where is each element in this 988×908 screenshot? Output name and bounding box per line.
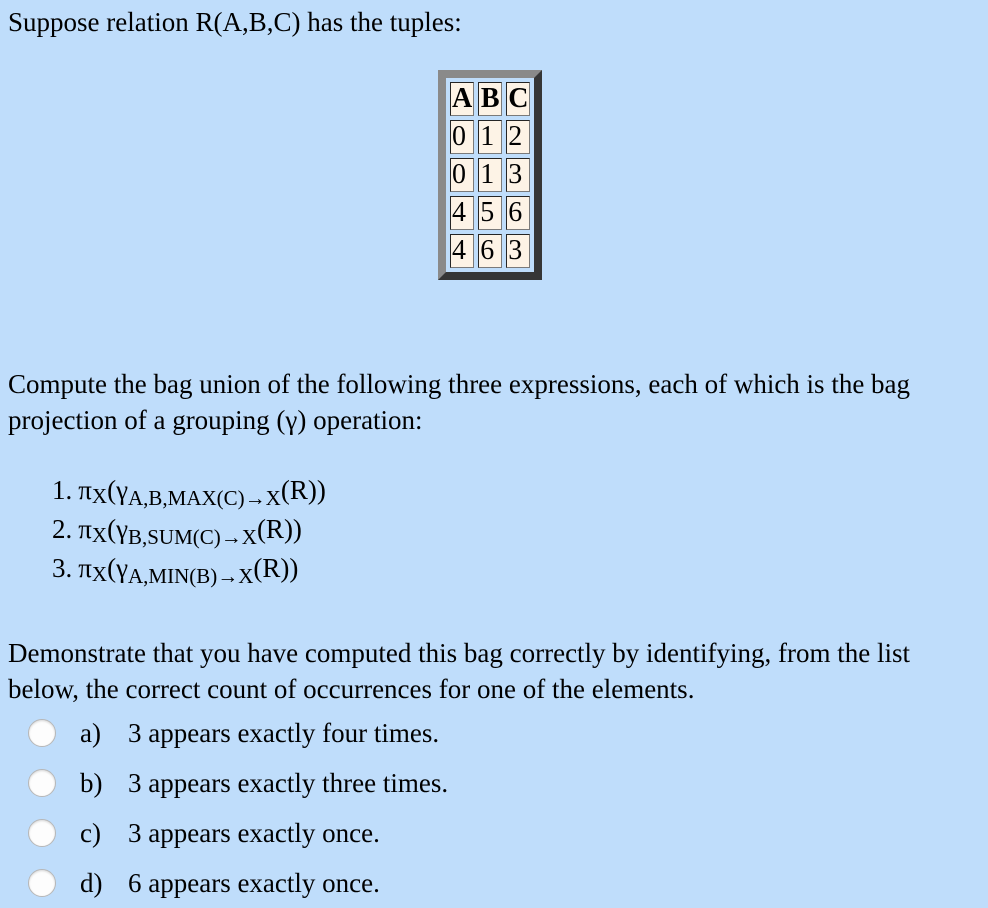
relation-argument: (R)) — [253, 553, 299, 583]
gamma-symbol: γ — [116, 475, 128, 505]
table-cell: 0 — [450, 158, 474, 192]
expression-item — [52, 472, 326, 511]
gamma-subscript: A,B,MAX(C)→X — [128, 486, 281, 510]
option-b[interactable] — [28, 758, 448, 808]
table-header-row — [450, 82, 530, 116]
gamma-symbol: γ — [116, 514, 128, 544]
open-paren: ( — [107, 514, 117, 544]
table-row — [450, 158, 530, 192]
option-text: 3 appears exactly three times. — [128, 767, 449, 798]
relation-argument: (R)) — [256, 514, 302, 544]
option-text: 3 appears exactly four times. — [128, 717, 440, 748]
table-row — [450, 234, 530, 268]
expression-number: 2. — [52, 514, 73, 544]
table-cell: 1 — [478, 158, 502, 192]
table-cell: 4 — [450, 196, 474, 230]
pi-subscript: X — [91, 484, 108, 508]
table-cell: 5 — [478, 196, 502, 230]
pi-symbol: π — [78, 553, 92, 583]
radio-button-c[interactable] — [28, 819, 56, 847]
gamma-symbol: γ — [116, 553, 128, 583]
intro-text: Suppose relation R(A,B,C) has the tuples: — [8, 7, 462, 37]
table-cell: 6 — [478, 234, 502, 268]
expression-number: 1. — [52, 475, 73, 505]
option-letter: d) — [80, 867, 103, 898]
expression-item — [52, 550, 326, 589]
table-cell: 2 — [506, 120, 530, 154]
radio-button-d[interactable] — [28, 869, 56, 897]
open-paren: ( — [107, 553, 117, 583]
option-c[interactable] — [28, 808, 448, 858]
radio-button-a[interactable] — [28, 719, 56, 747]
table-cell: 0 — [450, 120, 474, 154]
option-text: 6 appears exactly once. — [128, 867, 380, 898]
pi-subscript: X — [91, 562, 108, 586]
option-text: 3 appears exactly once. — [128, 817, 380, 848]
option-a[interactable] — [28, 708, 448, 758]
question-intro: Compute the bag union of the following three expressions, each of which is the bag projection of a grouping (γ) operation: — [8, 369, 911, 435]
expression-number: 3. — [52, 553, 73, 583]
column-header-c: C — [508, 83, 529, 114]
table-cell: 1 — [478, 120, 502, 154]
option-d[interactable] — [28, 858, 448, 908]
gamma-subscript: A,MIN(B)→X — [128, 564, 254, 588]
option-letter: a) — [80, 717, 101, 748]
column-header-b: B — [478, 82, 502, 116]
pi-subscript: X — [91, 523, 108, 547]
relation-table — [438, 70, 542, 280]
table-cell: 3 — [506, 234, 530, 268]
table-row — [450, 196, 530, 230]
radio-button-b[interactable] — [28, 769, 56, 797]
expression-item — [52, 511, 326, 550]
pi-symbol: π — [78, 514, 92, 544]
table-row — [450, 120, 530, 154]
option-letter: b) — [80, 767, 103, 798]
table-cell: 6 — [506, 196, 530, 230]
relation-argument: (R)) — [280, 475, 326, 505]
pi-symbol: π — [78, 475, 92, 505]
instruction-text: Demonstrate that you have computed this bag correctly by identifying, from the list below, the correct count of occurrences for one of the elements. — [8, 638, 911, 704]
table-cell: 3 — [506, 158, 530, 192]
answer-options — [28, 708, 448, 908]
column-header-a: A — [452, 83, 473, 114]
table-cell: 4 — [450, 234, 474, 268]
option-letter: c) — [80, 817, 101, 848]
open-paren: ( — [107, 475, 117, 505]
gamma-subscript: B,SUM(C)→X — [128, 525, 257, 549]
expression-list — [52, 472, 326, 589]
